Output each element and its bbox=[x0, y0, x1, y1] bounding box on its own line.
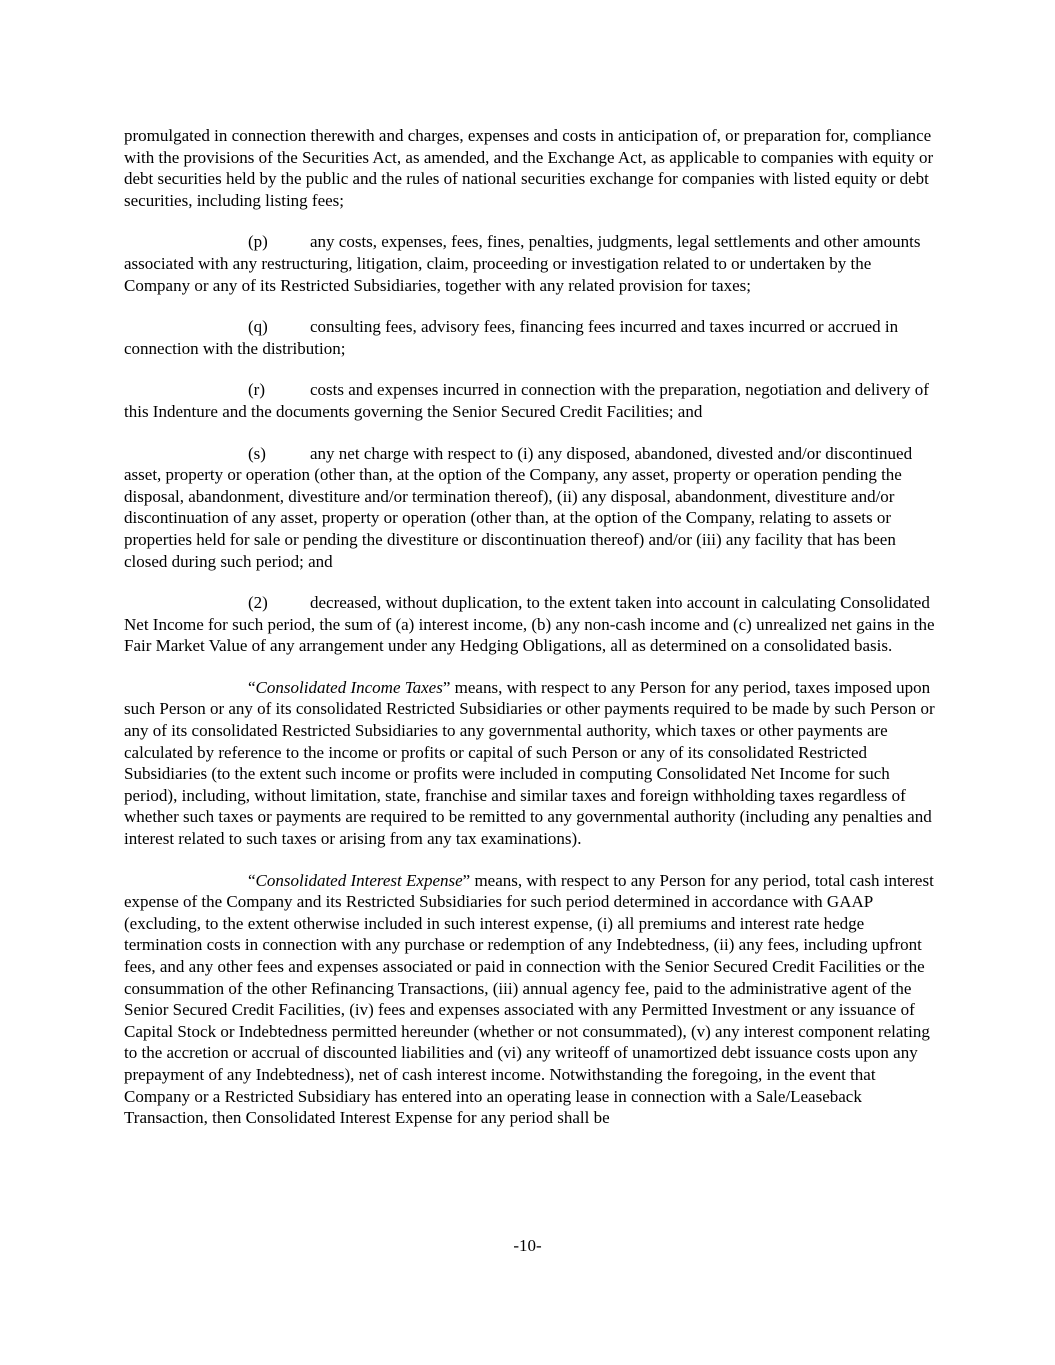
clause-label: (q) bbox=[248, 317, 268, 337]
definition-consolidated-interest-expense bbox=[124, 870, 936, 1129]
definition-consolidated-income-taxes bbox=[124, 677, 936, 850]
clause-text: decreased, without duplication, to the extent taken into account in calculating Consolidated Net Income for such period, the sum of (a) interest income, (b) any non-cash income and (c) unrealized net gains in the Fair Market Value of any arrangement under any Hedging Obligations, all as determined on a consolidated basis. bbox=[124, 593, 935, 656]
clause-label: (2) bbox=[248, 593, 268, 613]
close-quote: ” bbox=[462, 870, 471, 890]
clause-text: any net charge with respect to (i) any disposed, abandoned, divested and/or discontinued asset, property or operation (other than, at the option of the Company, any asset, property or operation pending the disposal, abandonment, divestiture and/or termination thereof), (ii) any disposal, abandonment, divestiture and/or discontinuation of any asset, property or operation (other than, at the option of the Company, relating to assets or properties held for sale or pending the divestiture or discontinuation thereof) and/or (iii) any facility that has been closed during such period; and bbox=[124, 443, 913, 571]
clause-2 bbox=[124, 592, 936, 657]
clause-label: (s) bbox=[248, 443, 266, 463]
page-number: -10- bbox=[513, 1236, 542, 1255]
defined-term: Consolidated Income Taxes bbox=[255, 677, 443, 697]
clause-q bbox=[124, 316, 936, 359]
paragraph-continuation bbox=[124, 125, 936, 211]
definition-text: means, with respect to any Person for any period, taxes imposed upon such Person or any of its consolidated Restricted Subsidiaries or other payments required to be made by such Person or any of its consolidated Restricted Subsidiaries to any governmental authority, which taxes or other payments are calculated by reference to the income or profits or capital of such Person or any of its consolidated Restricted Subsidiaries (to the extent such income or profits were included in computing Consolidated Net Income for such period), including, without limitation, state, franchise and similar taxes and foreign withholding taxes regardless of whether such taxes or payments are required to be remitted to any governmental authority (including any penalties and interest related to such taxes or arising from any tax examinations). bbox=[124, 677, 935, 849]
open-quote: “ bbox=[248, 677, 256, 697]
clause-text: any costs, expenses, fees, fines, penalties, judgments, legal settlements and other amounts associated with any restructuring, litigation, claim, proceeding or investigation related to or undertaken by the Company or any of its Restricted Subsidiaries, together with any related provision for taxes; bbox=[124, 232, 921, 295]
clause-r bbox=[124, 379, 936, 422]
paragraph-text: promulgated in connection therewith and charges, expenses and costs in anticipation of, or preparation for, compliance with the provisions of the Securities Act, as amended, and the Exchange Act, as applicable to companies with equity or debt securities held by the public and the rules of national securities exchange for companies with listed equity or debt securities, including listing fees; bbox=[124, 126, 934, 210]
defined-term: Consolidated Interest Expense bbox=[255, 870, 463, 890]
clause-text: consulting fees, advisory fees, financing fees incurred and taxes incurred or accrued in connection with the distribution; bbox=[124, 317, 899, 358]
close-quote: ” bbox=[442, 677, 451, 697]
clause-label: (p) bbox=[248, 232, 268, 252]
clause-p bbox=[124, 231, 936, 296]
clause-label: (r) bbox=[248, 380, 265, 400]
definition-text: means, with respect to any Person for any period, total cash interest expense of the Company and its Restricted Subsidiaries for such period determined in accordance with GAAP (excluding, to the extent otherwise included in such interest expense, (i) all premiums and interest rate hedge termination costs in connection with any purchase or redemption of any Indebtedness, (ii) any fees, including upfront fees, and any other fees and expenses associated or paid in connection with the Senior Secured Credit Facilities or the consummation of the other Refinancing Transactions, (iii) annual agency fee, paid to the administrative agent of the Senior Secured Credit Facilities, (iv) fees and expenses associated with any Permitted Investment or any issuance of Capital Stock or Indebtedness permitted hereunder (whether or not consummated), (v) any interest component relating to the accretion or accrual of discounted liabilities and (vi) any writeoff of unamortized debt issuance costs upon any prepayment of any Indebtedness), net of cash interest income. Notwithstanding the foregoing, in the event that Company or a Restricted Subsidiary has entered into an operating lease in connection with a Sale/Leaseback Transaction, then Consolidated Interest Expense for any period shall be bbox=[124, 870, 934, 1128]
open-quote: “ bbox=[248, 870, 256, 890]
document-page bbox=[124, 125, 936, 1149]
clause-text: costs and expenses incurred in connection with the preparation, negotiation and delivery of this Indenture and the documents governing the Senior Secured Credit Facilities; and bbox=[124, 380, 929, 421]
clause-s bbox=[124, 443, 936, 573]
